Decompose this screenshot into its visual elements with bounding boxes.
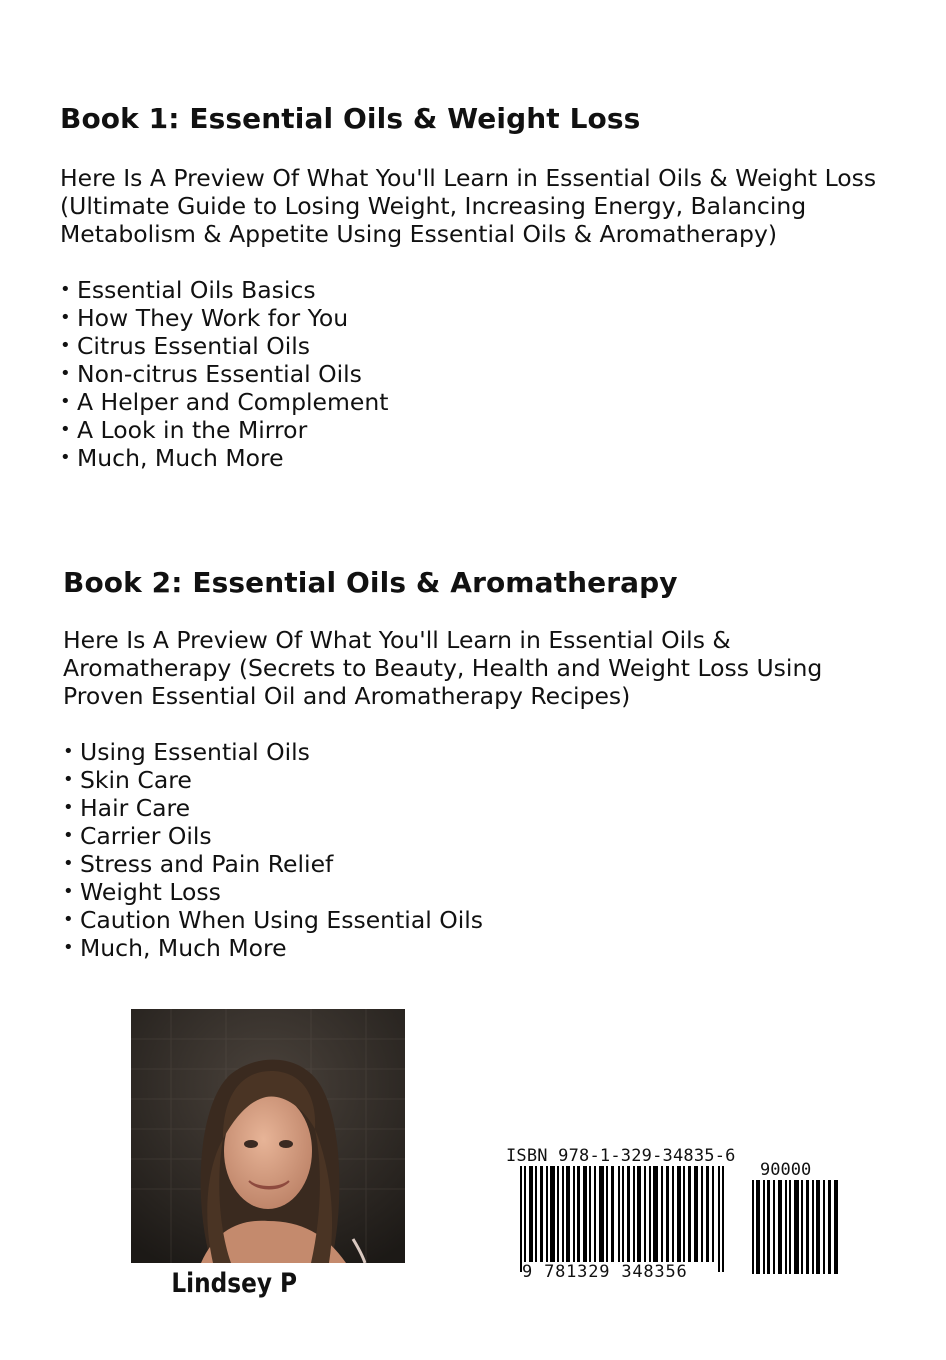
list-item	[60, 276, 880, 304]
list-item	[63, 934, 883, 962]
bullet-icon: •	[63, 937, 74, 958]
addon-bars	[752, 1180, 838, 1274]
list-item	[63, 906, 883, 934]
list-item	[63, 850, 883, 878]
book2-bullet-list	[63, 738, 883, 962]
book2-intro: Here Is A Preview Of What You'll Learn in Essential Oils & Aromatherapy (Secrets to Beauty, Health and Weight Loss Using Proven Essential Oil and Aromatherapy Recipes)	[63, 626, 823, 710]
bullet-icon: •	[63, 881, 74, 902]
isbn-barcode	[520, 1166, 726, 1272]
author-portrait-image	[131, 1009, 405, 1263]
list-item-text: Non-citrus Essential Oils	[77, 360, 362, 388]
bullet-icon: •	[63, 853, 74, 874]
list-item-text: Much, Much More	[80, 934, 287, 962]
list-item-text: Hair Care	[80, 794, 191, 822]
book1-section	[60, 102, 880, 472]
bullet-icon: •	[60, 447, 71, 468]
barcode-bars	[520, 1166, 724, 1272]
author-photo	[131, 1009, 405, 1263]
bullet-icon: •	[60, 391, 71, 412]
list-item-text: A Look in the Mirror	[77, 416, 308, 444]
list-item	[63, 878, 883, 906]
barcode-digits: 9 781329 348356	[522, 1262, 688, 1282]
list-item-text: A Helper and Complement	[77, 388, 389, 416]
list-item	[60, 332, 880, 360]
list-item	[63, 794, 883, 822]
author-name: Lindsey P	[171, 1268, 298, 1299]
list-item	[60, 444, 880, 472]
list-item	[63, 822, 883, 850]
bullet-icon: •	[63, 741, 74, 762]
bullet-icon: •	[63, 825, 74, 846]
bullet-icon: •	[60, 363, 71, 384]
bullet-icon: •	[60, 419, 71, 440]
list-item	[63, 738, 883, 766]
book1-bullet-list	[60, 276, 880, 472]
list-item	[63, 766, 883, 794]
bullet-icon: •	[63, 769, 74, 790]
bullet-icon: •	[63, 797, 74, 818]
list-item	[60, 304, 880, 332]
bullet-icon: •	[60, 335, 71, 356]
list-item	[60, 360, 880, 388]
list-item-text: Using Essential Oils	[80, 738, 310, 766]
book2-title: Book 2: Essential Oils & Aromatherapy	[63, 566, 678, 599]
book2-section	[63, 566, 883, 962]
bullet-icon: •	[60, 279, 71, 300]
price-addon-barcode	[752, 1180, 840, 1274]
list-item-text: Carrier Oils	[80, 822, 212, 850]
list-item-text: How They Work for You	[77, 304, 349, 332]
list-item	[60, 388, 880, 416]
list-item-text: Weight Loss	[80, 878, 221, 906]
list-item-text: Skin Care	[80, 766, 192, 794]
list-item-text: Caution When Using Essential Oils	[80, 906, 484, 934]
list-item-text: Stress and Pain Relief	[80, 850, 334, 878]
book1-intro: Here Is A Preview Of What You'll Learn in Essential Oils & Weight Loss (Ultimate Guide to Losing Weight, Increasing Energy, Balancing Metabolism & Appetite Using Essential Oils & Aromatherapy)	[60, 164, 877, 248]
list-item-text: Citrus Essential Oils	[77, 332, 311, 360]
isbn-label: ISBN 978-1-329-34835-6	[506, 1146, 736, 1166]
list-item	[60, 416, 880, 444]
book1-title: Book 1: Essential Oils & Weight Loss	[60, 102, 641, 135]
list-item-text: Much, Much More	[77, 444, 284, 472]
price-code: 90000	[760, 1160, 812, 1180]
list-item-text: Essential Oils Basics	[77, 276, 316, 304]
bullet-icon: •	[63, 909, 74, 930]
bullet-icon: •	[60, 307, 71, 328]
